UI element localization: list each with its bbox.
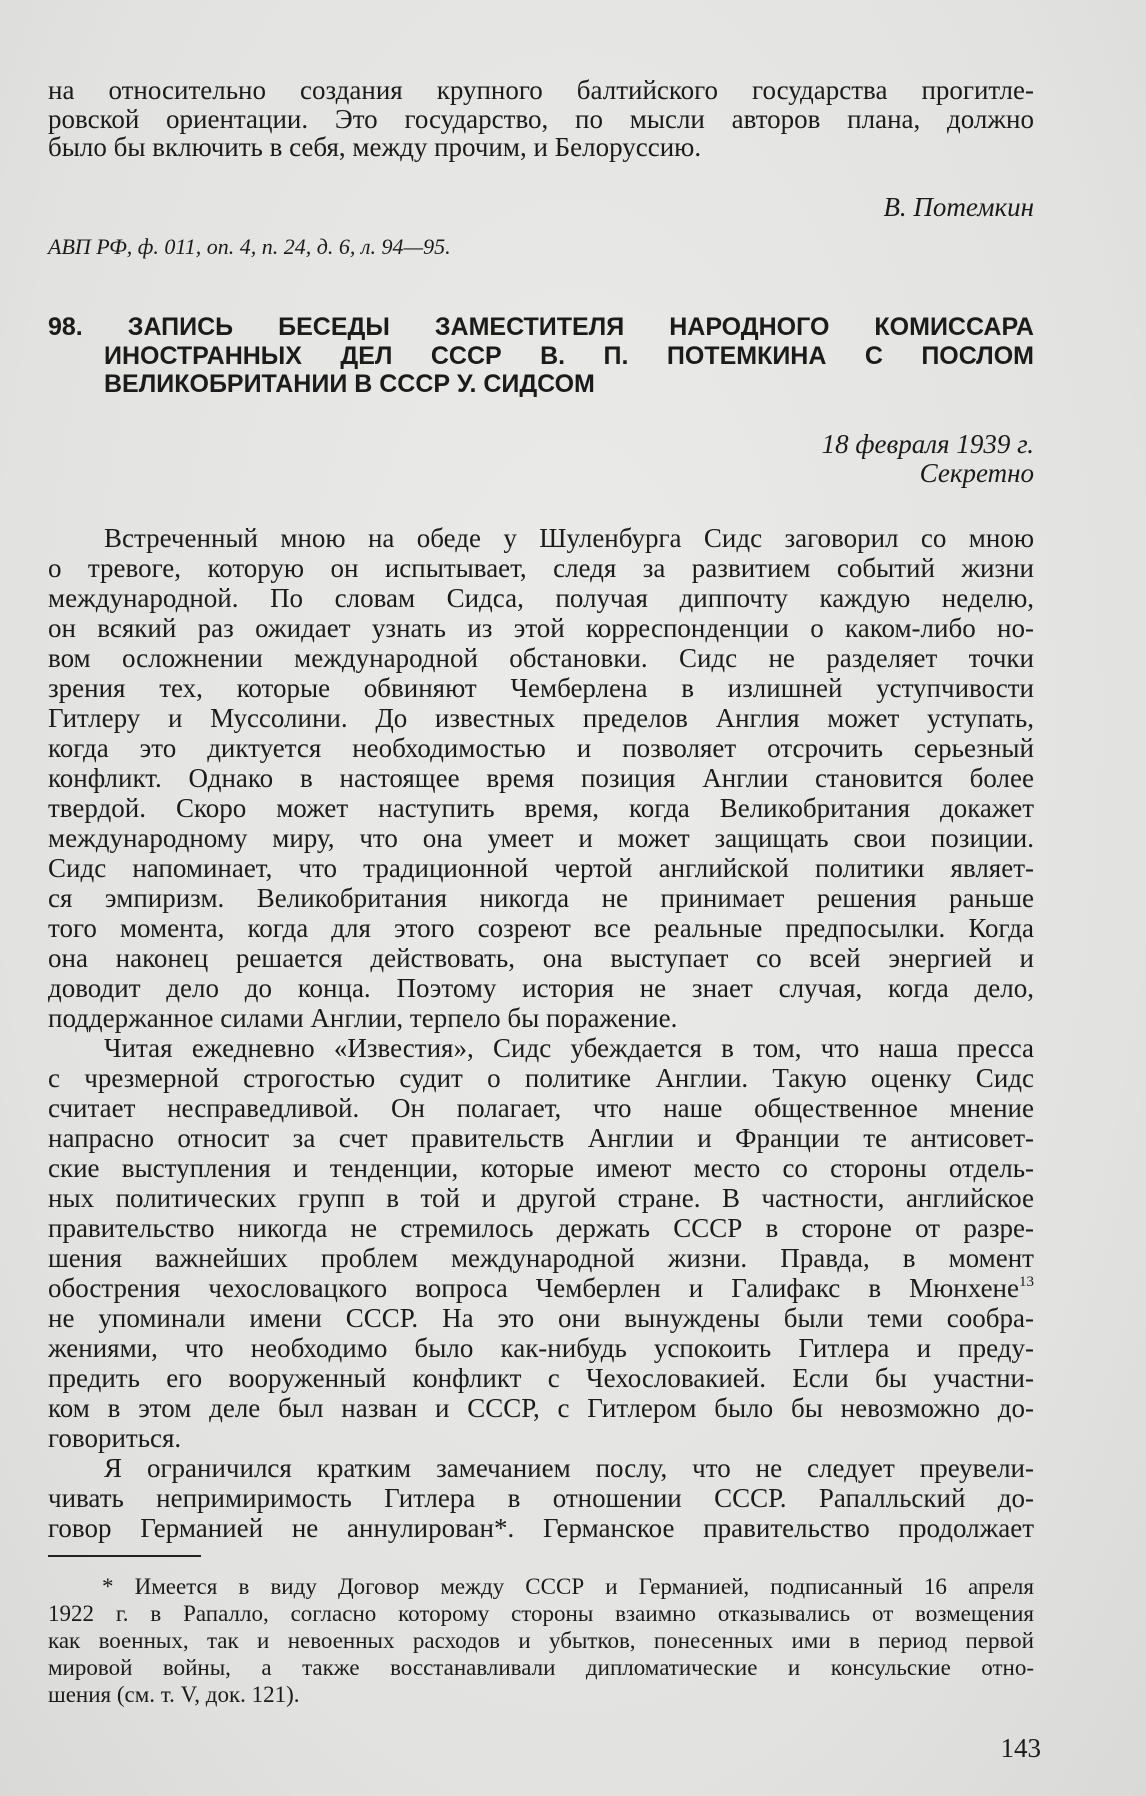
text-line — [48, 1093, 1034, 1123]
line-text: считает несправедливой. Он полагает, что наше общественное мнение — [48, 1093, 1034, 1123]
line-text: поддержанное силами Англии, терпело бы поражение. — [48, 1003, 678, 1033]
line-text: того момента, когда для этого созреют все реальные предпосылки. Когда — [48, 913, 1034, 943]
line-text: напрасно относит за счет правительств Англии и Франции те антисовет- — [48, 1123, 1034, 1153]
line-text: когда это диктуется необходимостью и позволяет отсрочить серьезный — [48, 733, 1034, 763]
text-line — [48, 883, 1034, 913]
line-text: зрения тех, которые обвиняют Чемберлена в излишней уступчивости — [48, 673, 1034, 703]
line-text: международной. По словам Сидса, получая диппочту каждую неделю, — [48, 583, 1034, 613]
line-text: конфликт. Однако в настоящее время позиция Англии становится более — [48, 763, 1034, 793]
text-line — [48, 583, 1034, 613]
text-line — [48, 853, 1034, 883]
line-text: говор Германией не аннулирован*. Германское правительство продолжает — [48, 1513, 1034, 1543]
text-line — [48, 1453, 1034, 1483]
footnote — [48, 1573, 1034, 1708]
text-line — [48, 763, 1034, 793]
footnote-line: 1922 г. в Рапалло, согласно которому стороны взаимно отказывались от возмещения — [48, 1601, 1034, 1626]
text-line — [48, 1393, 1034, 1423]
text-line — [48, 973, 1034, 1003]
line-text: она наконец решается действовать, она выступает со всей энергией и — [48, 943, 1034, 973]
footnote-line: мировой войны, а также восстанавливали дипломатические и консульские отно- — [48, 1655, 1034, 1680]
text-line — [48, 1483, 1034, 1513]
paragraph — [48, 1453, 1034, 1543]
document-body — [48, 523, 1034, 1543]
text-line — [48, 643, 1034, 673]
text-line — [48, 1003, 1034, 1033]
text-line — [48, 1153, 1034, 1183]
text-line — [48, 913, 1034, 943]
text-line — [48, 1303, 1034, 1333]
line-text: говориться. — [48, 1423, 182, 1453]
line-text: Читая ежедневно «Известия», Сидс убеждается в том, что наша пресса — [104, 1033, 1034, 1063]
footnote-line: как военных, так и невоенных расходов и убытков, понесенных ими в период первой — [48, 1628, 1034, 1653]
text-line — [48, 1033, 1034, 1063]
line-text: чивать непримиримость Гитлера в отношении СССР. Рапалльский до- — [48, 1483, 1034, 1513]
paragraph — [48, 523, 1034, 1033]
text-line — [48, 1273, 1034, 1303]
text-line: ровской ориентации. Это государство, по мысли авторов плана, должно — [48, 103, 1034, 134]
text-line — [48, 823, 1034, 853]
line-text: ных политических групп в той и другой стране. В частности, английское — [48, 1183, 1034, 1213]
line-text: с чрезмерной строгостью судит о политике Англии. Такую оценку Сидс — [48, 1063, 1034, 1093]
line-text: ся эмпиризм. Великобритания никогда не принимает решения раньше — [48, 883, 1034, 913]
line-text: предить его вооруженный конфликт с Чехословакией. Если бы участни- — [48, 1363, 1034, 1393]
line-text: Сидс напоминает, что традиционной чертой английской политики являет- — [48, 853, 1034, 883]
footnote-reference: 13 — [1019, 1274, 1034, 1290]
line-text: обострения чехословацкого вопроса Чемберлен и Галифакс в Мюнхене — [48, 1273, 1019, 1303]
line-text: доводит дело до конца. Поэтому история не знает случая, когда дело, — [48, 973, 1034, 1003]
page-number: 143 — [1000, 1733, 1041, 1763]
line-text: ские выступления и тенденции, которые имеют место со стороны отдель- — [48, 1153, 1034, 1183]
line-text: шения важнейших проблем международной жизни. Правда, в момент — [48, 1243, 1034, 1273]
line-text: международному миру, что она умеет и может защищать свои позиции. — [48, 823, 1034, 853]
text-line — [48, 793, 1034, 823]
line-text: вом осложнении международной обстановки. Сидс не разделяет точки — [48, 643, 1034, 673]
text-line: на относительно создания крупного балтийского государства прогитле- — [48, 75, 1034, 105]
text-line — [48, 703, 1034, 733]
text-line — [48, 1363, 1034, 1393]
text-line — [48, 1063, 1034, 1093]
text-line — [48, 1423, 1034, 1453]
text-line — [48, 1123, 1034, 1153]
text-line — [48, 613, 1034, 643]
line-text: не упоминали имени СССР. На это они вынуждены были теми сообра- — [48, 1303, 1034, 1333]
text-line — [48, 1213, 1034, 1243]
intro-paragraph — [48, 76, 1034, 162]
footnote-divider — [48, 1555, 201, 1557]
signature: В. Потемкин — [883, 192, 1034, 222]
line-text: ком в этом деле был назван и СССР, с Гитлером было бы невозможно до- — [48, 1393, 1034, 1423]
text-line — [48, 1243, 1034, 1273]
heading-line: 98. ЗАПИСЬ БЕСЕДЫ ЗАМЕСТИТЕЛЯ НАРОДНОГО КОМИССАРА — [48, 313, 1034, 341]
text-line — [48, 1183, 1034, 1213]
document-heading — [48, 313, 1034, 399]
line-text: твердой. Скоро может наступить время, когда Великобритания докажет — [48, 793, 1034, 823]
text-line — [48, 553, 1034, 583]
text-line — [48, 1333, 1034, 1363]
text-line — [48, 523, 1034, 553]
heading-line: ИНОСТРАННЫХ ДЕЛ СССР В. П. ПОТЕМКИНА С ПОСЛОМ — [104, 341, 1034, 370]
date-block — [822, 430, 1034, 488]
text-line: было бы включить в себя, между прочим, и Белоруссию. — [48, 132, 702, 162]
text-line — [48, 733, 1034, 763]
archive-reference: АВП РФ, ф. 011, оп. 4, п. 24, д. 6, л. 94—95. — [48, 234, 451, 259]
text-line — [48, 943, 1034, 973]
line-text: Гитлеру и Муссолини. До известных пределов Англия может уступать, — [48, 703, 1034, 733]
line-text: о тревоге, которую он испытывает, следя за развитием событий жизни — [48, 553, 1034, 583]
footnote-line: * Имеется в виду Договор между СССР и Германией, подписанный 16 апреля — [102, 1574, 1034, 1599]
line-text: жениями, что необходимо было как-нибудь успокоить Гитлера и преду- — [48, 1333, 1034, 1363]
heading-line: ВЕЛИКОБРИТАНИИ В СССР У. СИДСОМ — [104, 370, 595, 398]
footnote-line: шения (см. т. V, док. 121). — [48, 1682, 300, 1707]
line-text: Я ограничился кратким замечанием послу, что не следует преувели- — [104, 1453, 1034, 1483]
text-line — [48, 673, 1034, 703]
classification-label: Секретно — [919, 458, 1034, 488]
line-text: Встреченный мною на обеде у Шуленбурга Сидс заговорил со мною — [104, 523, 1034, 553]
line-text: он всякий раз ожидает узнать из этой корреспонденции о каком-либо но- — [48, 613, 1034, 643]
paragraph — [48, 1033, 1034, 1453]
text-line — [48, 1513, 1034, 1543]
document-date: 18 февраля 1939 г. — [821, 429, 1034, 459]
line-text: правительство никогда не стремилось держать СССР в стороне от разре- — [48, 1213, 1034, 1243]
